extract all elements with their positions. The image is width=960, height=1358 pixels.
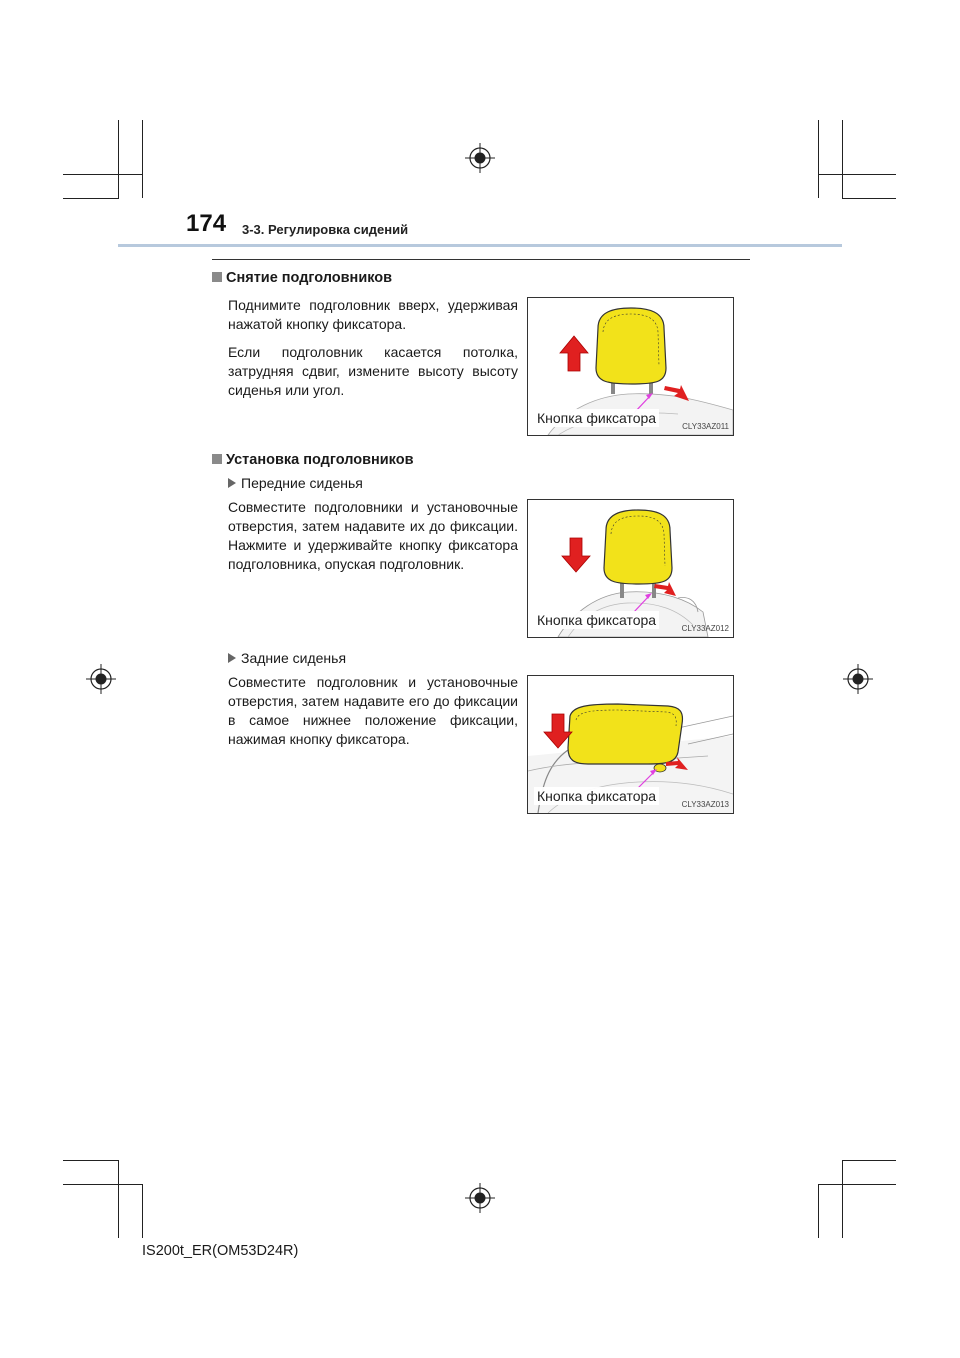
- crop-mark: [63, 198, 119, 199]
- registration-mark-icon: [86, 664, 116, 694]
- removal-text: [228, 296, 518, 400]
- crop-mark: [842, 120, 843, 198]
- front-seats-subheading: Передние сиденья: [228, 475, 363, 491]
- rear-seats-figure: [527, 675, 734, 814]
- triangle-bullet-icon: [228, 653, 236, 663]
- crop-mark: [842, 1160, 843, 1238]
- content-divider: [212, 259, 750, 260]
- crop-mark: [63, 174, 143, 175]
- removal-figure: [527, 297, 734, 436]
- section-title: 3-3. Регулировка сидений: [242, 222, 409, 237]
- square-bullet-icon: [212, 272, 222, 282]
- document-code: IS200t_ER(OM53D24R): [142, 1243, 299, 1259]
- registration-mark-icon: [843, 664, 873, 694]
- crop-mark: [63, 1160, 119, 1161]
- crop-mark: [818, 1184, 896, 1185]
- figure-code: CLY33AZ011: [682, 422, 729, 431]
- installation-heading: Установка подголовников: [212, 452, 414, 468]
- figure-code: CLY33AZ013: [681, 800, 729, 809]
- crop-mark: [142, 120, 143, 198]
- triangle-bullet-icon: [228, 478, 236, 488]
- square-bullet-icon: [212, 454, 222, 464]
- crop-mark: [118, 120, 119, 198]
- figure-caption: Кнопка фиксатора: [534, 409, 659, 427]
- removal-heading: Снятие подголовников: [212, 270, 392, 286]
- rear-seats-subheading: Задние сиденья: [228, 650, 346, 666]
- registration-mark-icon: [465, 1183, 495, 1213]
- crop-mark: [818, 174, 896, 175]
- crop-mark: [142, 1184, 143, 1238]
- front-seats-text: [228, 498, 518, 574]
- crop-mark: [63, 1184, 143, 1185]
- front-seats-figure: [527, 499, 734, 638]
- crop-mark: [818, 120, 819, 198]
- figure-code: CLY33AZ012: [681, 624, 729, 633]
- rear-seats-paragraph: Совместите подголовник и установочные отверстия, затем надавите его до фиксации в самое нижнее положение фиксации, нажимая кнопку фиксатора.: [228, 674, 518, 747]
- registration-mark-icon: [465, 143, 495, 173]
- page-number: 174: [186, 210, 227, 237]
- crop-mark: [842, 198, 896, 199]
- front-seats-paragraph: Совместите подголовники и установочные отверстия, затем надавите их до фиксации. Нажмите и удерживайте кнопку фиксатора подголовника, опуская подголовник.: [228, 499, 518, 572]
- crop-mark: [118, 1160, 119, 1238]
- removal-paragraph: Поднимите подголовник вверх, удерживая нажатой кнопку фиксатора.: [228, 297, 518, 332]
- header-rule: [118, 244, 842, 247]
- crop-mark: [842, 1160, 896, 1161]
- figure-caption: Кнопка фиксатора: [534, 611, 659, 629]
- figure-caption: Кнопка фиксатора: [534, 787, 659, 805]
- crop-mark: [818, 1184, 819, 1238]
- removal-paragraph: Если подголовник касается потолка, затрудняя сдвиг, измените высоту высоту сиденья или угол.: [228, 344, 518, 398]
- rear-seats-text: [228, 673, 518, 749]
